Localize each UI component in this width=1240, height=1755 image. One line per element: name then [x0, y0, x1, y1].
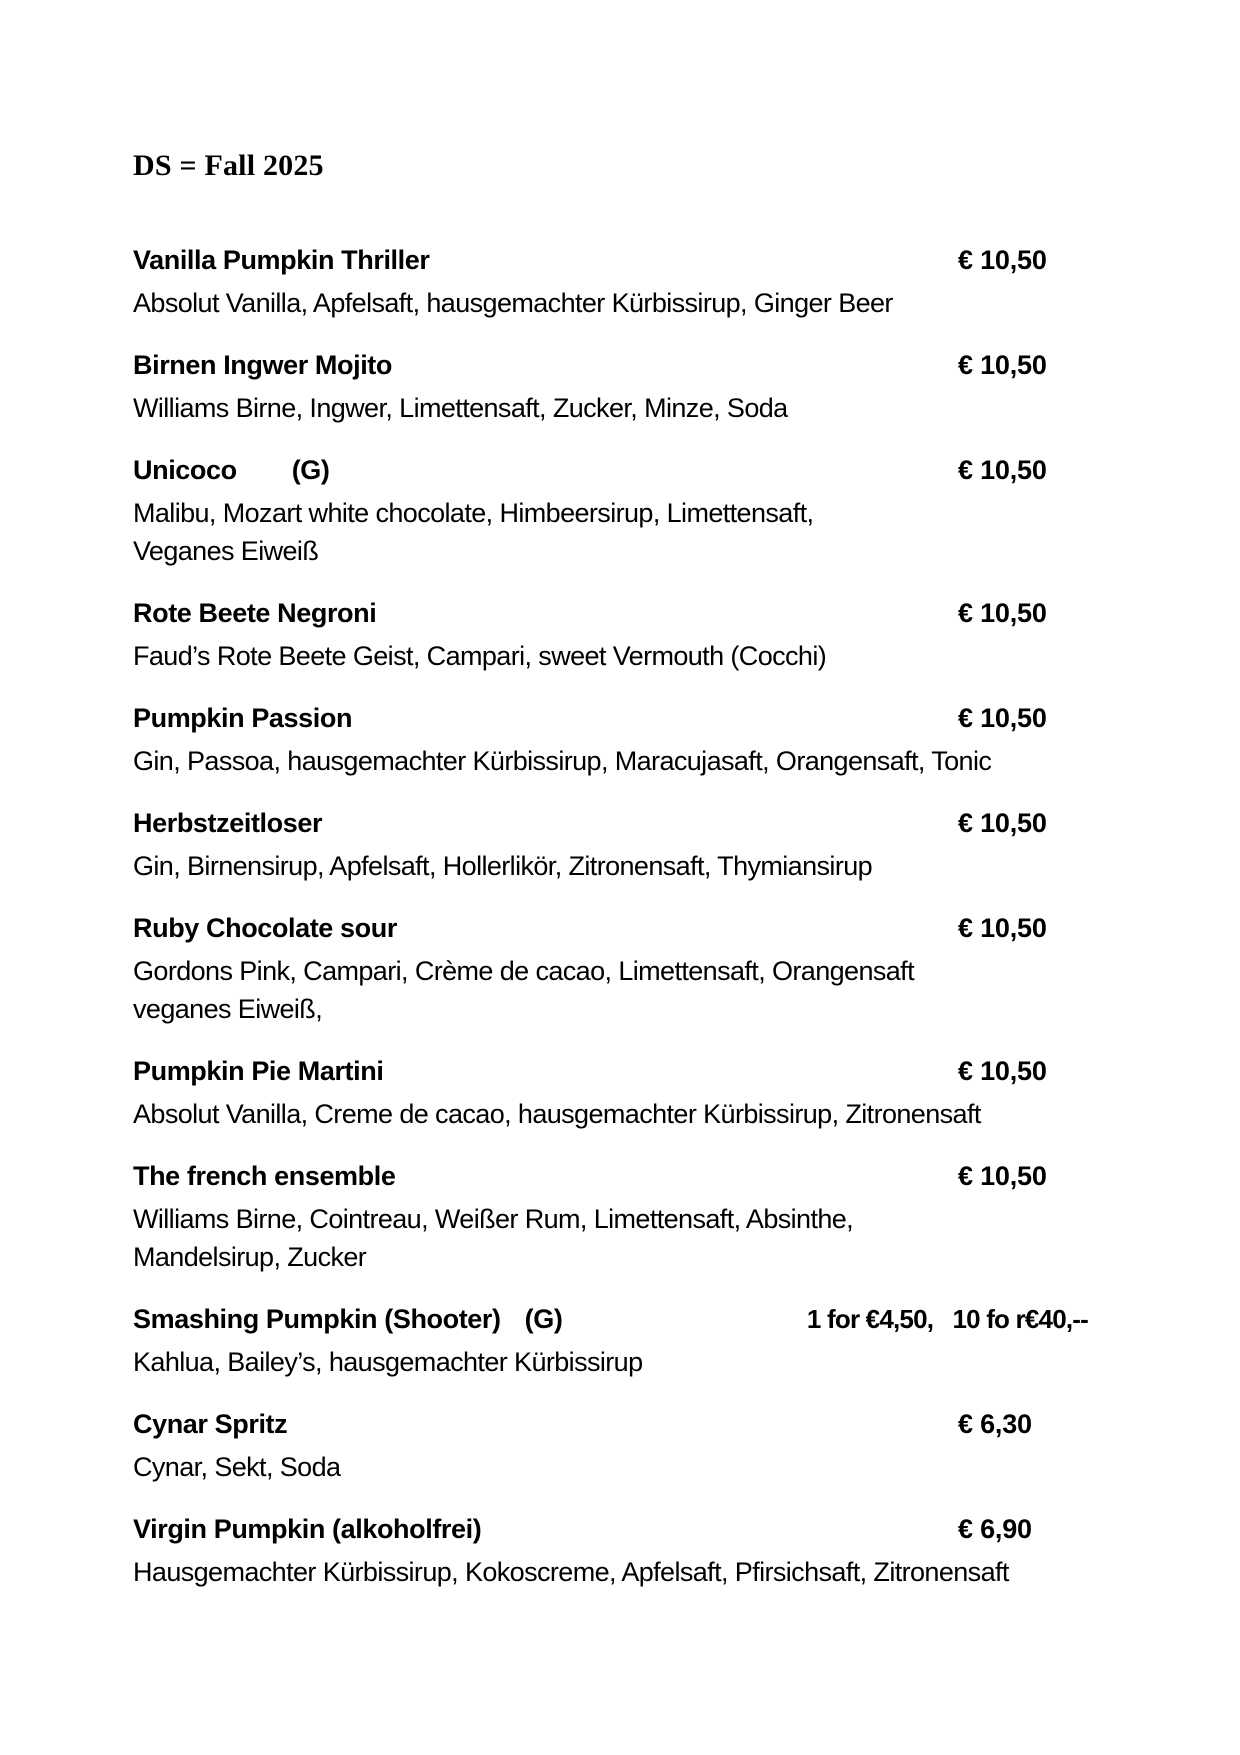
item-ingredients: Malibu, Mozart white chocolate, Himbeersirup, Limettensaft, [133, 498, 814, 528]
menu-item [133, 699, 1107, 780]
item-gluten-tag: (G) [524, 1304, 563, 1334]
item-header [133, 1300, 1107, 1343]
menu-item [133, 1157, 1107, 1276]
item-header [133, 699, 1107, 742]
item-name: Birnen Ingwer Mojito [133, 350, 392, 380]
menu-item [133, 909, 1107, 1028]
menu-item [133, 594, 1107, 675]
item-ingredients: Gin, Birnensirup, Apfelsaft, Hollerlikör, Zitronensaft, Thymiansirup [133, 851, 873, 881]
item-ingredients: Veganes Eiweiß [133, 536, 319, 566]
item-header [133, 804, 1107, 847]
menu-items [133, 241, 1107, 1591]
item-name: Virgin Pumpkin (alkoholfrei) [133, 1514, 482, 1544]
item-price: € 10,50 [958, 808, 1047, 838]
item-name: Herbstzeitloser [133, 808, 323, 838]
item-name: Vanilla Pumpkin Thriller [133, 245, 430, 275]
item-header [133, 1405, 1107, 1448]
item-price: € 10,50 [958, 350, 1047, 380]
item-price: € 10,50 [958, 455, 1047, 485]
item-name: The french ensemble [133, 1161, 396, 1191]
item-ingredients: Mandelsirup, Zucker [133, 1242, 367, 1272]
item-header [133, 1052, 1107, 1095]
item-price: 1 for €4,50, 10 fo r€40,-- [806, 1304, 1088, 1334]
menu-item [133, 241, 1107, 322]
item-ingredients: Gordons Pink, Campari, Crème de cacao, Limettensaft, Orangensaft [133, 956, 914, 986]
item-name: Ruby Chocolate sour [133, 913, 397, 943]
item-ingredients: Faud’s Rote Beete Geist, Campari, sweet Vermouth (Cocchi) [133, 641, 827, 671]
item-name: Cynar Spritz [133, 1409, 288, 1439]
item-price: € 10,50 [958, 913, 1047, 943]
item-ingredients: Williams Birne, Cointreau, Weißer Rum, Limettensaft, Absinthe, [133, 1204, 854, 1234]
item-header [133, 241, 1107, 284]
item-ingredients: Absolut Vanilla, Apfelsaft, hausgemachter Kürbissirup, Ginger Beer [133, 288, 893, 318]
item-ingredients: Kahlua, Bailey’s, hausgemachter Kürbissirup [133, 1347, 643, 1377]
item-header [133, 594, 1107, 637]
item-gluten-tag: (G) [291, 455, 330, 485]
item-price: € 10,50 [958, 703, 1047, 733]
menu-item [133, 1405, 1107, 1486]
menu-content [133, 147, 1107, 1615]
item-ingredients: Absolut Vanilla, Creme de cacao, hausgemachter Kürbissirup, Zitronensaft [133, 1099, 981, 1129]
item-ingredients: Hausgemachter Kürbissirup, Kokoscreme, Apfelsaft, Pfirsichsaft, Zitronensaft [133, 1557, 1009, 1587]
item-price: € 10,50 [958, 1161, 1047, 1191]
item-header [133, 451, 1107, 494]
item-price: € 10,50 [958, 1056, 1047, 1086]
item-ingredients: Cynar, Sekt, Soda [133, 1452, 341, 1482]
menu-item [133, 1510, 1107, 1591]
item-ingredients: Gin, Passoa, hausgemachter Kürbissirup, Maracujasaft, Orangensaft, Tonic [133, 746, 992, 776]
item-name: Unicoco [133, 455, 237, 485]
menu-item [133, 346, 1107, 427]
item-header [133, 1157, 1107, 1200]
item-ingredients: Williams Birne, Ingwer, Limettensaft, Zucker, Minze, Soda [133, 393, 788, 423]
item-header [133, 1510, 1107, 1553]
item-price: € 6,30 [958, 1409, 1032, 1439]
item-price: € 10,50 [958, 245, 1047, 275]
item-price: € 10,50 [958, 598, 1047, 628]
menu-item [133, 451, 1107, 570]
item-name: Pumpkin Passion [133, 703, 353, 733]
item-name: Smashing Pumpkin (Shooter) [133, 1304, 501, 1334]
item-price: € 6,90 [958, 1514, 1032, 1544]
menu-item [133, 1052, 1107, 1133]
item-header [133, 346, 1107, 389]
item-header [133, 909, 1107, 952]
menu-item [133, 1300, 1107, 1381]
item-name: Rote Beete Negroni [133, 598, 377, 628]
menu-item [133, 804, 1107, 885]
item-ingredients: veganes Eiweiß, [133, 994, 323, 1024]
item-name: Pumpkin Pie Martini [133, 1056, 384, 1086]
page-title: DS = Fall 2025 [133, 149, 324, 182]
